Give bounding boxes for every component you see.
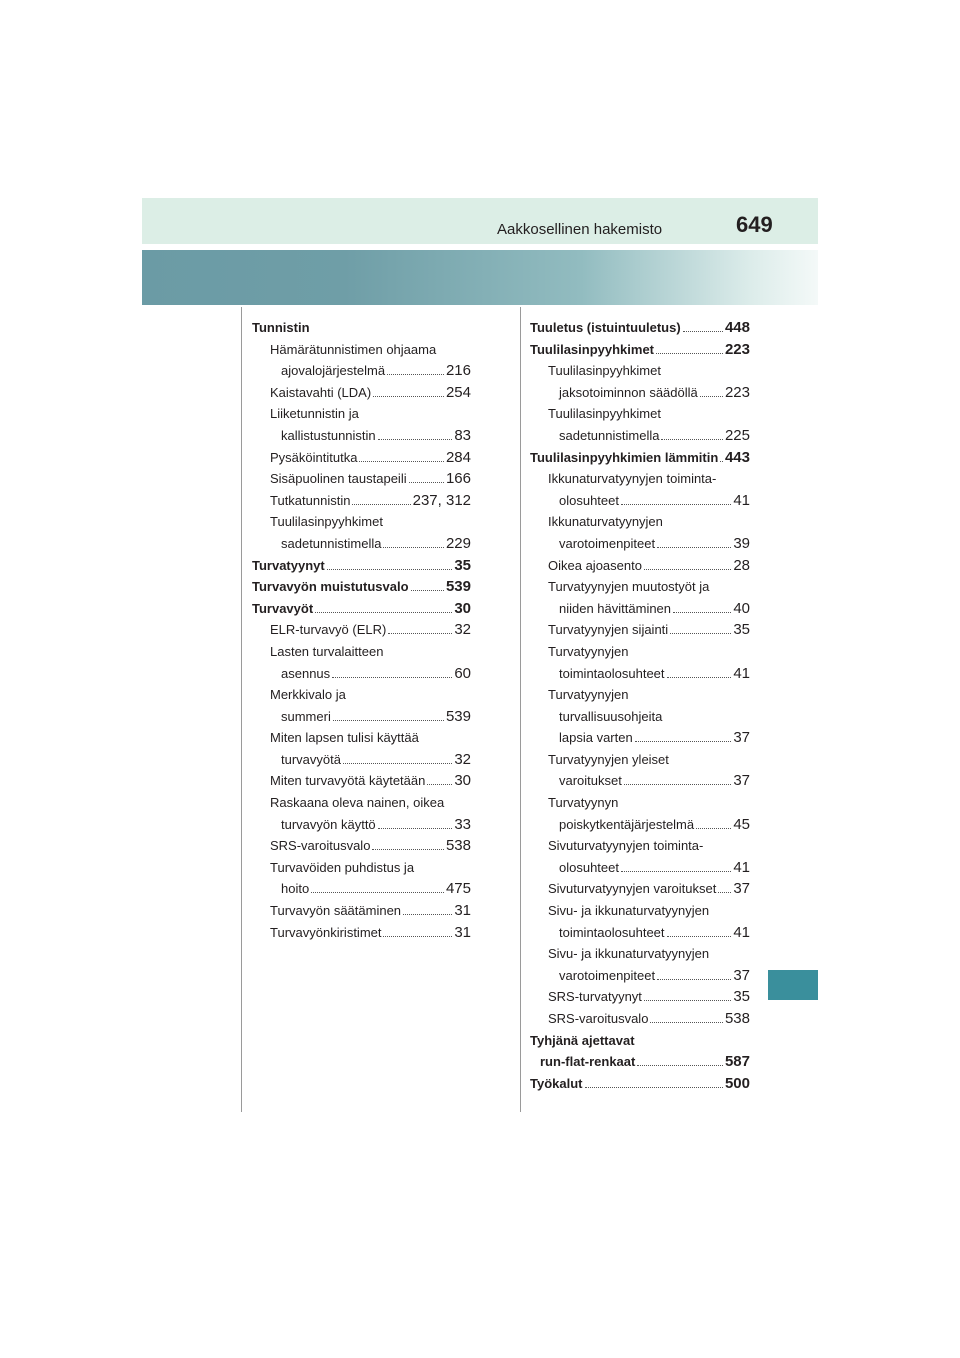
leader-dots [667, 936, 732, 937]
index-entry-text: asennus [281, 665, 331, 681]
index-entry-page: 37 [733, 880, 750, 898]
index-entry-text: Lasten turvalaitteen [270, 643, 384, 659]
index-entry-page: 539 [445, 707, 471, 725]
leader-dots [696, 828, 731, 829]
leader-dots [315, 612, 452, 613]
index-entry [252, 900, 471, 922]
index-entry-text: Tunnistin [252, 320, 310, 335]
leader-dots [378, 439, 453, 440]
index-entry-text: turvavyön käyttö [281, 816, 376, 832]
index-entry [530, 533, 750, 555]
index-entry-text: Tuuletus (istuintuuletus) [530, 320, 681, 335]
index-entry-text: Kaistavahti (LDA) [270, 384, 372, 400]
index-entry [252, 619, 471, 641]
index-entry-text: varotoimenpiteet [559, 967, 656, 983]
index-entry-page: 587 [724, 1053, 750, 1071]
index-entry-page: 37 [733, 772, 750, 790]
index-entry [530, 986, 750, 1008]
index-entry [530, 641, 750, 663]
left-column-rule [241, 307, 242, 1112]
index-entry-page: 284 [445, 448, 471, 466]
index-entry [252, 382, 471, 404]
index-entry-page: 443 [724, 448, 750, 466]
leader-dots [378, 828, 453, 829]
index-entry-page: 475 [445, 880, 471, 898]
leader-dots [650, 1022, 723, 1023]
index-entry-text: olosuhteet [559, 492, 619, 508]
index-entry [252, 749, 471, 771]
leader-dots [352, 504, 410, 505]
index-entry [252, 663, 471, 685]
index-entry-text: Hämärätunnistimen ohjaama [270, 341, 437, 357]
index-entry [252, 857, 471, 879]
index-entry-text: Sivuturvatyynyjen varoitukset [548, 881, 717, 897]
leader-dots [359, 461, 444, 462]
index-entry-page: 223 [724, 383, 750, 401]
index-entry [252, 533, 471, 555]
index-entry-page: 40 [733, 599, 750, 617]
leader-dots [621, 871, 731, 872]
index-entry [530, 403, 750, 425]
index-entry-page: 538 [445, 837, 471, 855]
index-entry-text: kallistustunnistin [281, 427, 376, 443]
leader-dots [624, 784, 731, 785]
index-entry [530, 684, 750, 706]
index-entry [252, 770, 471, 792]
index-entry-text: SRS-varoitusvalo [270, 838, 371, 854]
index-entry-text: Sisäpuolinen taustapeili [270, 471, 407, 487]
leader-dots [621, 504, 731, 505]
index-entry-page: 32 [454, 750, 471, 768]
index-entry-text: Tuulilasinpyyhkimien lämmitin [530, 449, 719, 465]
index-entry [530, 619, 750, 641]
leader-dots [657, 979, 731, 980]
index-entry [252, 555, 471, 577]
index-entry-page: 166 [445, 470, 471, 488]
index-entry [530, 943, 750, 965]
index-entry-text: Sivu- ja ikkunaturvatyynyjen [548, 903, 710, 919]
index-entry [530, 792, 750, 814]
index-entry-page: 60 [454, 664, 471, 682]
index-entry-text: Turvatyynyjen muutostyöt ja [548, 579, 710, 595]
index-entry-text: sadetunnistimella [559, 427, 660, 443]
leader-dots [409, 482, 444, 483]
index-entry-page: 539 [445, 578, 471, 596]
index-column-left [252, 317, 471, 943]
index-entry-page: 41 [733, 664, 750, 682]
leader-dots [670, 633, 731, 634]
leader-dots [718, 892, 731, 893]
index-entry-text: Ikkunaturvatyynyjen toiminta- [548, 471, 717, 487]
index-entry [252, 598, 471, 620]
index-entry-text: Turvatyynyjen yleiset [548, 751, 669, 767]
index-entry-page: 30 [454, 599, 471, 617]
index-entry [252, 317, 471, 339]
page-number: 649 [736, 212, 773, 237]
index-entry-text: Työkalut [530, 1075, 583, 1091]
index-entry-text: lapsia varten [559, 730, 633, 746]
leader-dots [635, 741, 732, 742]
index-entry-text: Turvatyynyjen [548, 687, 629, 703]
leader-dots [720, 461, 723, 462]
index-entry [530, 749, 750, 771]
index-entry-text: Pysäköintitutka [270, 449, 358, 465]
index-entry-text: turvallisuusohjeita [559, 708, 663, 724]
leader-dots [327, 569, 453, 570]
index-entry [530, 1030, 750, 1052]
index-entry-text: ELR-turvavyö (ELR) [270, 622, 387, 638]
leader-dots [372, 849, 444, 850]
index-entry-text: turvavyötä [281, 751, 341, 767]
header-band [142, 198, 818, 244]
index-entry [252, 922, 471, 944]
index-entry [252, 447, 471, 469]
leader-dots [333, 720, 444, 721]
index-entry [252, 706, 471, 728]
index-entry-text: Turvatyynyjen [548, 643, 629, 659]
index-entry [252, 360, 471, 382]
leader-dots [343, 763, 452, 764]
index-entry [252, 727, 471, 749]
index-entry [252, 792, 471, 814]
index-entry [252, 878, 471, 900]
leader-dots [332, 677, 452, 678]
index-entry [530, 425, 750, 447]
index-entry-page: 28 [733, 556, 750, 574]
index-entry-page: 41 [733, 858, 750, 876]
index-entry-text: Turvavyön muistutusvalo [252, 579, 409, 595]
index-entry-page: 500 [724, 1074, 750, 1092]
index-entry [530, 447, 750, 469]
index-entry [530, 878, 750, 900]
index-entry [530, 555, 750, 577]
index-entry [530, 1008, 750, 1030]
index-entry-text: poiskytkentäjärjestelmä [559, 816, 695, 832]
index-entry [530, 900, 750, 922]
index-entry [252, 425, 471, 447]
index-entry-text: Ikkunaturvatyynyjen [548, 514, 663, 530]
index-entry-page: 41 [733, 923, 750, 941]
index-entry-text: Turvavyönkiristimet [270, 924, 382, 940]
index-entry [252, 468, 471, 490]
index-entry [530, 360, 750, 382]
index-entry [530, 1073, 750, 1095]
index-entry-page: 229 [445, 534, 471, 552]
index-entry-page: 216 [445, 362, 471, 380]
index-entry [530, 965, 750, 987]
index-entry [530, 706, 750, 728]
right-column-rule [520, 307, 521, 1112]
index-entry-page: 254 [445, 383, 471, 401]
leader-dots [673, 612, 731, 613]
leader-dots [683, 331, 723, 332]
index-entry-text: run-flat-renkaat [540, 1054, 636, 1070]
index-entry-text: Turvatyynyjen sijainti [548, 622, 669, 638]
index-entry-text: varotoimenpiteet [559, 535, 656, 551]
index-entry [252, 835, 471, 857]
index-entry [252, 403, 471, 425]
leader-dots [427, 784, 452, 785]
index-entry-text: Liiketunnistin ja [270, 406, 359, 422]
index-entry [252, 511, 471, 533]
index-entry-page: 538 [724, 1010, 750, 1027]
index-entry-page: 31 [454, 902, 471, 920]
index-entry [530, 317, 750, 339]
index-entry-text: Raskaana oleva nainen, oikea [270, 795, 445, 811]
index-entry [530, 663, 750, 685]
leader-dots [383, 547, 444, 548]
index-entry [530, 857, 750, 879]
index-entry-page: 448 [724, 319, 750, 336]
index-entry [252, 490, 471, 512]
index-entry [530, 339, 750, 361]
index-entry-page: 32 [454, 621, 471, 639]
index-entry-page: 39 [733, 534, 750, 552]
index-entry-text: Tutkatunnistin [270, 492, 351, 508]
index-entry [252, 339, 471, 361]
index-entry-page: 37 [733, 729, 750, 747]
leader-dots [383, 936, 452, 937]
index-entry-page: 237, 312 [412, 491, 471, 509]
header-gradient-bar [142, 250, 818, 305]
index-entry-text: hoito [281, 881, 310, 897]
leader-dots [644, 1000, 731, 1001]
index-entry [530, 727, 750, 749]
index-entry-text: Sivuturvatyynyjen toiminta- [548, 838, 704, 854]
leader-dots [387, 374, 444, 375]
index-entry-page: 30 [454, 772, 471, 790]
index-entry-text: Tuulilasinpyyhkimet [548, 363, 661, 379]
index-entry-text: Tuulilasinpyyhkimet [530, 341, 655, 357]
index-entry [530, 382, 750, 404]
index-entry [252, 814, 471, 836]
index-entry-text: Turvavyön säätäminen [270, 903, 402, 919]
index-entry-page: 41 [733, 491, 750, 509]
index-entry [530, 770, 750, 792]
index-entry-text: Turvavöiden puhdistus ja [270, 859, 415, 875]
leader-dots [388, 633, 452, 634]
index-entry-page: 45 [733, 815, 750, 833]
section-tab-marker [768, 970, 818, 1000]
index-entry-text: SRS-varoitusvalo [548, 1011, 649, 1026]
index-entry [252, 576, 471, 598]
index-entry-page: 83 [454, 426, 471, 444]
index-entry-page: 225 [724, 426, 750, 444]
index-entry-text: toimintaolosuhteet [559, 924, 665, 940]
leader-dots [644, 569, 731, 570]
leader-dots [373, 396, 444, 397]
leader-dots [661, 439, 723, 440]
index-entry-text: ajovalojärjestelmä [281, 363, 386, 379]
index-entry-page: 35 [733, 621, 750, 639]
leader-dots [700, 396, 723, 397]
index-entry-text: Tuulilasinpyyhkimet [270, 514, 383, 530]
index-entry-text: Oikea ajoasento [548, 557, 642, 573]
index-entry-text: varoitukset [559, 773, 622, 789]
leader-dots [403, 914, 452, 915]
index-entry [530, 598, 750, 620]
index-entry-text: summeri [281, 708, 331, 724]
leader-dots [656, 353, 723, 354]
index-entry [530, 490, 750, 512]
leader-dots [637, 1065, 723, 1066]
index-entry-text: Turvavyöt [252, 600, 314, 616]
index-entry [252, 684, 471, 706]
index-entry [530, 922, 750, 944]
index-entry [530, 511, 750, 533]
index-entry-text: Turvatyynyt [252, 557, 325, 573]
index-entry-text: Turvatyynyn [548, 795, 619, 811]
index-entry-text: toimintaolosuhteet [559, 665, 665, 681]
leader-dots [311, 892, 444, 893]
index-entry [530, 1051, 750, 1073]
index-entry-page: 33 [454, 815, 471, 833]
index-entry-page: 35 [454, 556, 471, 574]
index-entry-text: Merkkivalo ja [270, 687, 346, 703]
index-entry-text: sadetunnistimella [281, 535, 382, 551]
index-column-right [530, 317, 750, 1094]
leader-dots [667, 677, 732, 678]
index-entry-text: Miten lapsen tulisi käyttää [270, 730, 419, 746]
index-entry-page: 223 [724, 340, 750, 358]
page-title: Aakkosellinen hakemisto [497, 221, 663, 238]
leader-dots [657, 547, 731, 548]
index-entry [530, 468, 750, 490]
index-entry-text: olosuhteet [559, 859, 619, 875]
index-entry-text: Tuulilasinpyyhkimet [548, 406, 661, 422]
index-entry-page: 31 [454, 923, 471, 941]
index-entry-text: Sivu- ja ikkunaturvatyynyjen [548, 946, 710, 962]
index-entry-text: Miten turvavyötä käytetään [270, 773, 426, 789]
index-entry [530, 814, 750, 836]
index-entry-page: 35 [733, 988, 750, 1006]
index-entry-text: SRS-turvatyynyt [548, 989, 642, 1005]
index-entry [530, 576, 750, 598]
index-entry-text: Tyhjänä ajettavat [530, 1032, 635, 1048]
index-entry-text: niiden hävittäminen [559, 600, 672, 616]
index-entry [252, 641, 471, 663]
leader-dots [411, 590, 444, 591]
leader-dots [585, 1087, 723, 1088]
index-entry-page: 37 [733, 966, 750, 984]
index-entry [530, 835, 750, 857]
index-entry-text: jaksotoiminnon säädöllä [559, 384, 698, 400]
